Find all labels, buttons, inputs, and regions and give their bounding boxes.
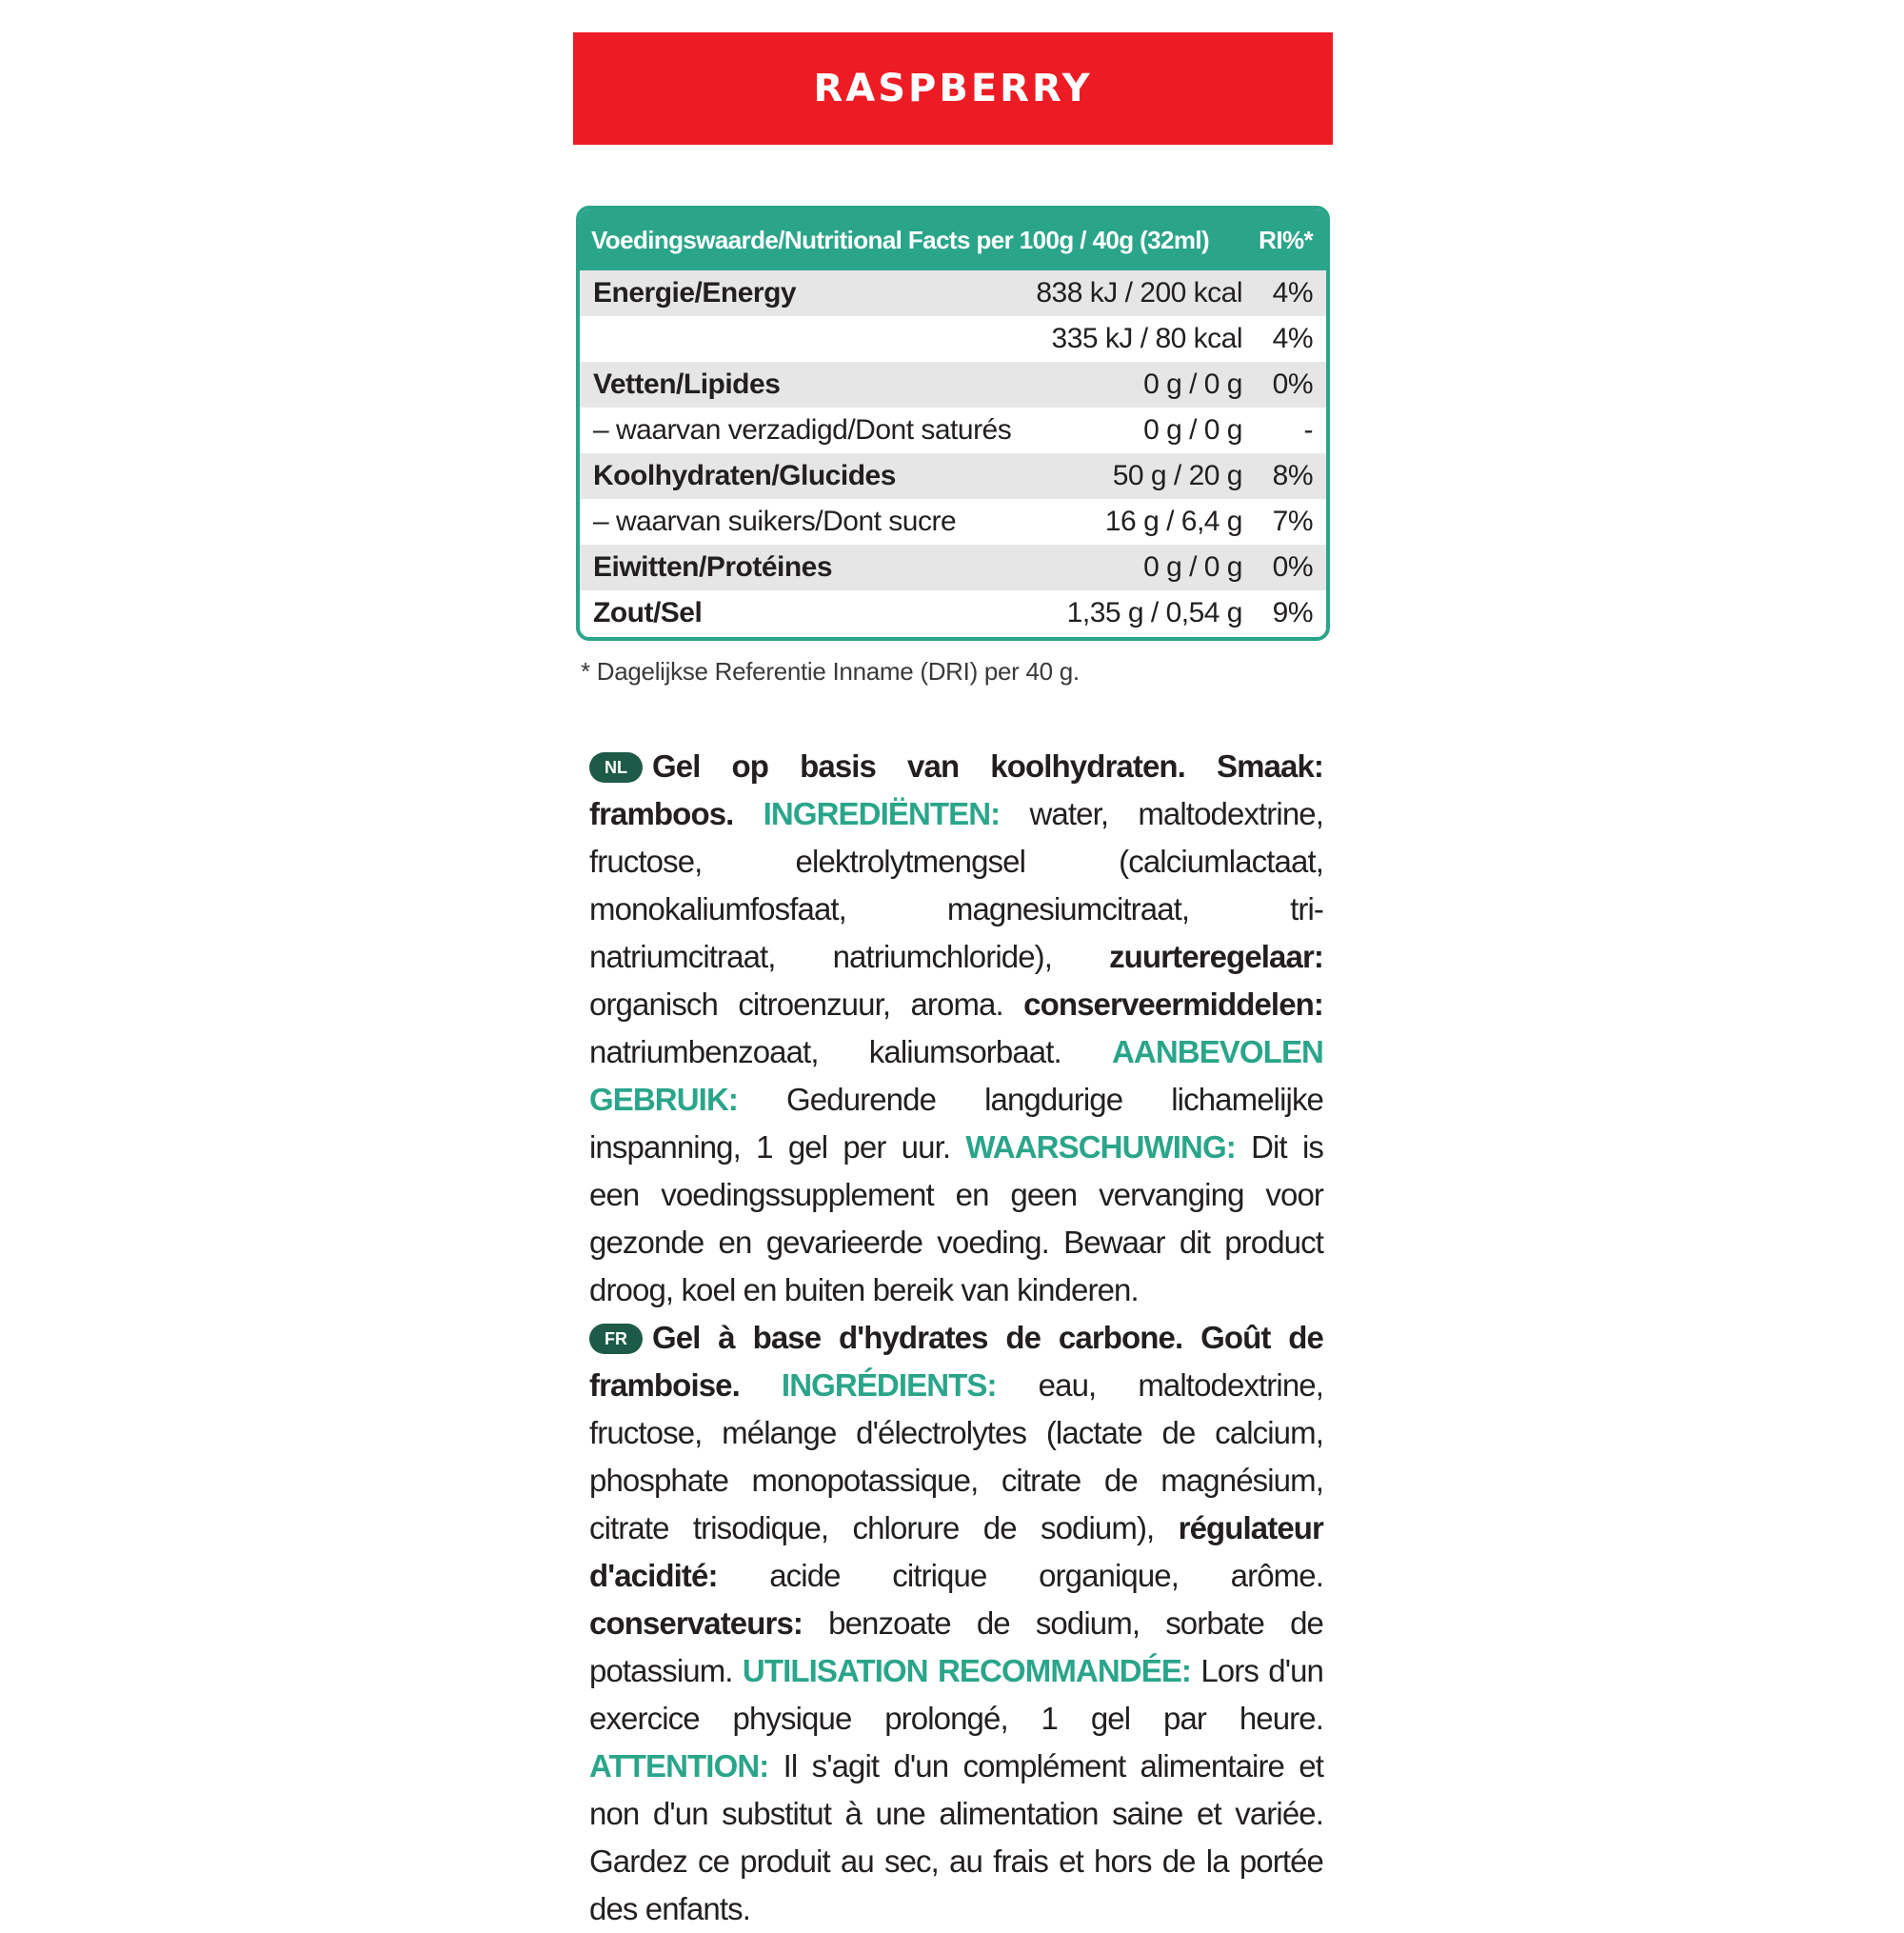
- fr-preservatives-label: conservateurs:: [589, 1605, 803, 1641]
- nutrition-header-label: Voedingswaarde/Nutritional Facts per 100g / 40g (32ml): [591, 225, 1210, 254]
- row-value: 50 g / 20 g: [1112, 460, 1242, 491]
- table-row: [580, 316, 1326, 362]
- nl-intro: Gel op basis van koolhydraten. Smaak: framboos.: [589, 748, 1323, 831]
- row-label: Vetten/Lipides: [593, 369, 781, 400]
- row-label: – waarvan suikers/Dont sucre: [593, 506, 957, 537]
- flavor-banner: [573, 32, 1333, 145]
- nl-preservatives-label: conserveermiddelen:: [1023, 986, 1323, 1022]
- nl-usage-text: Gedurende langdurige lichamelijke inspanning, 1 gel per uur.: [589, 1082, 1323, 1165]
- nl-warning-text: Dit is een voedingssupplement en geen vervanging voor gezonde en gevarieerde voeding. Bewaar dit product droog, koel en buiten bereik van kinderen.: [589, 1129, 1323, 1307]
- row-label: Eiwitten/Protéines: [593, 551, 833, 583]
- row-ri: 8%: [1272, 460, 1313, 491]
- row-ri: 9%: [1272, 597, 1313, 628]
- table-row: [580, 499, 1326, 545]
- nl-ingredients-label: INGREDIËNTEN:: [763, 796, 1001, 831]
- fr-warning-label: ATTENTION:: [589, 1748, 769, 1784]
- language-badge-fr: FR: [589, 1324, 643, 1354]
- row-ri: 0%: [1272, 369, 1313, 400]
- table-row: [580, 453, 1326, 499]
- nl-preservatives-text: natriumbenzoaat, kaliumsorbaat.: [589, 1034, 1061, 1069]
- fr-acid-label: régulateur d'acidité:: [589, 1510, 1323, 1593]
- row-value: 335 kJ / 80 kcal: [1051, 323, 1242, 354]
- row-value: 16 g / 6,4 g: [1104, 506, 1242, 537]
- table-row: [580, 408, 1326, 453]
- french-description: [589, 1314, 1323, 1933]
- row-ri: 4%: [1272, 323, 1313, 354]
- row-label: – waarvan verzadigd/Dont saturés: [593, 414, 1012, 446]
- nutrition-table: [576, 206, 1330, 641]
- fr-preservatives-text: benzoate de sodium, sorbate de potassium.: [589, 1605, 1323, 1688]
- row-value: 0 g / 0 g: [1143, 369, 1242, 400]
- nutrition-header-ri: RI%*: [1259, 225, 1313, 254]
- row-value: 1,35 g / 0,54 g: [1066, 597, 1242, 628]
- ri-footnote: * Dagelijkse Referentie Inname (DRI) per 40 g.: [581, 657, 1080, 686]
- nl-acid-text: organisch citroenzuur, aroma.: [589, 986, 1003, 1022]
- table-row: [580, 545, 1326, 590]
- nutrition-header: [580, 209, 1326, 270]
- fr-intro: Gel à base d'hydrates de carbone. Goût de framboise.: [589, 1320, 1323, 1403]
- table-row: [580, 270, 1326, 316]
- fr-usage-label: UTILISATION RECOMMANDÉE:: [742, 1653, 1192, 1688]
- nl-ingredients-text: water, maltodextrine, fructose, elektrolytmengsel (calciumlactaat, monokaliumfosfaat, magnesiumcitraat, tri-natriumcitraat, natriumchloride),: [589, 796, 1323, 974]
- row-ri: 4%: [1272, 277, 1313, 309]
- row-label: Energie/Energy: [593, 277, 797, 309]
- flavor-title: RASPBERRY: [813, 67, 1093, 110]
- fr-ingredients-text: eau, maltodextrine, fructose, mélange d'électrolytes (lactate de calcium, phosphate monopotassique, citrate de magnésium, citrate trisodique, chlorure de sodium),: [589, 1367, 1323, 1545]
- nl-usage-label: AANBEVOLEN GEBRUIK:: [589, 1034, 1323, 1117]
- row-ri: -: [1303, 414, 1313, 446]
- row-label: Zout/Sel: [593, 597, 703, 628]
- table-row: [580, 590, 1326, 636]
- row-label: Koolhydraten/Glucides: [593, 460, 896, 491]
- row-ri: 0%: [1272, 551, 1313, 583]
- fr-usage-text: Lors d'un exercice physique prolongé, 1 gel par heure.: [589, 1653, 1323, 1736]
- dutch-description: [589, 743, 1323, 1314]
- row-value: 0 g / 0 g: [1143, 414, 1242, 446]
- table-row: [580, 362, 1326, 408]
- language-badge-nl: NL: [589, 752, 643, 783]
- fr-acid-text: acide citrique organique, arôme.: [769, 1558, 1323, 1593]
- row-value: 838 kJ / 200 kcal: [1036, 277, 1242, 309]
- row-value: 0 g / 0 g: [1143, 551, 1242, 583]
- row-ri: 7%: [1272, 506, 1313, 537]
- nl-warning-label: WAARSCHUWING:: [965, 1129, 1236, 1165]
- fr-ingredients-label: INGRÉDIENTS:: [781, 1367, 997, 1403]
- fr-warning-text: Il s'agit d'un complément alimentaire et non d'un substitut à une alimentation saine et variée. Gardez ce produit au sec, au frais et hors de la portée des enfants.: [589, 1748, 1323, 1926]
- nl-acid-label: zuurteregelaar:: [1109, 939, 1323, 974]
